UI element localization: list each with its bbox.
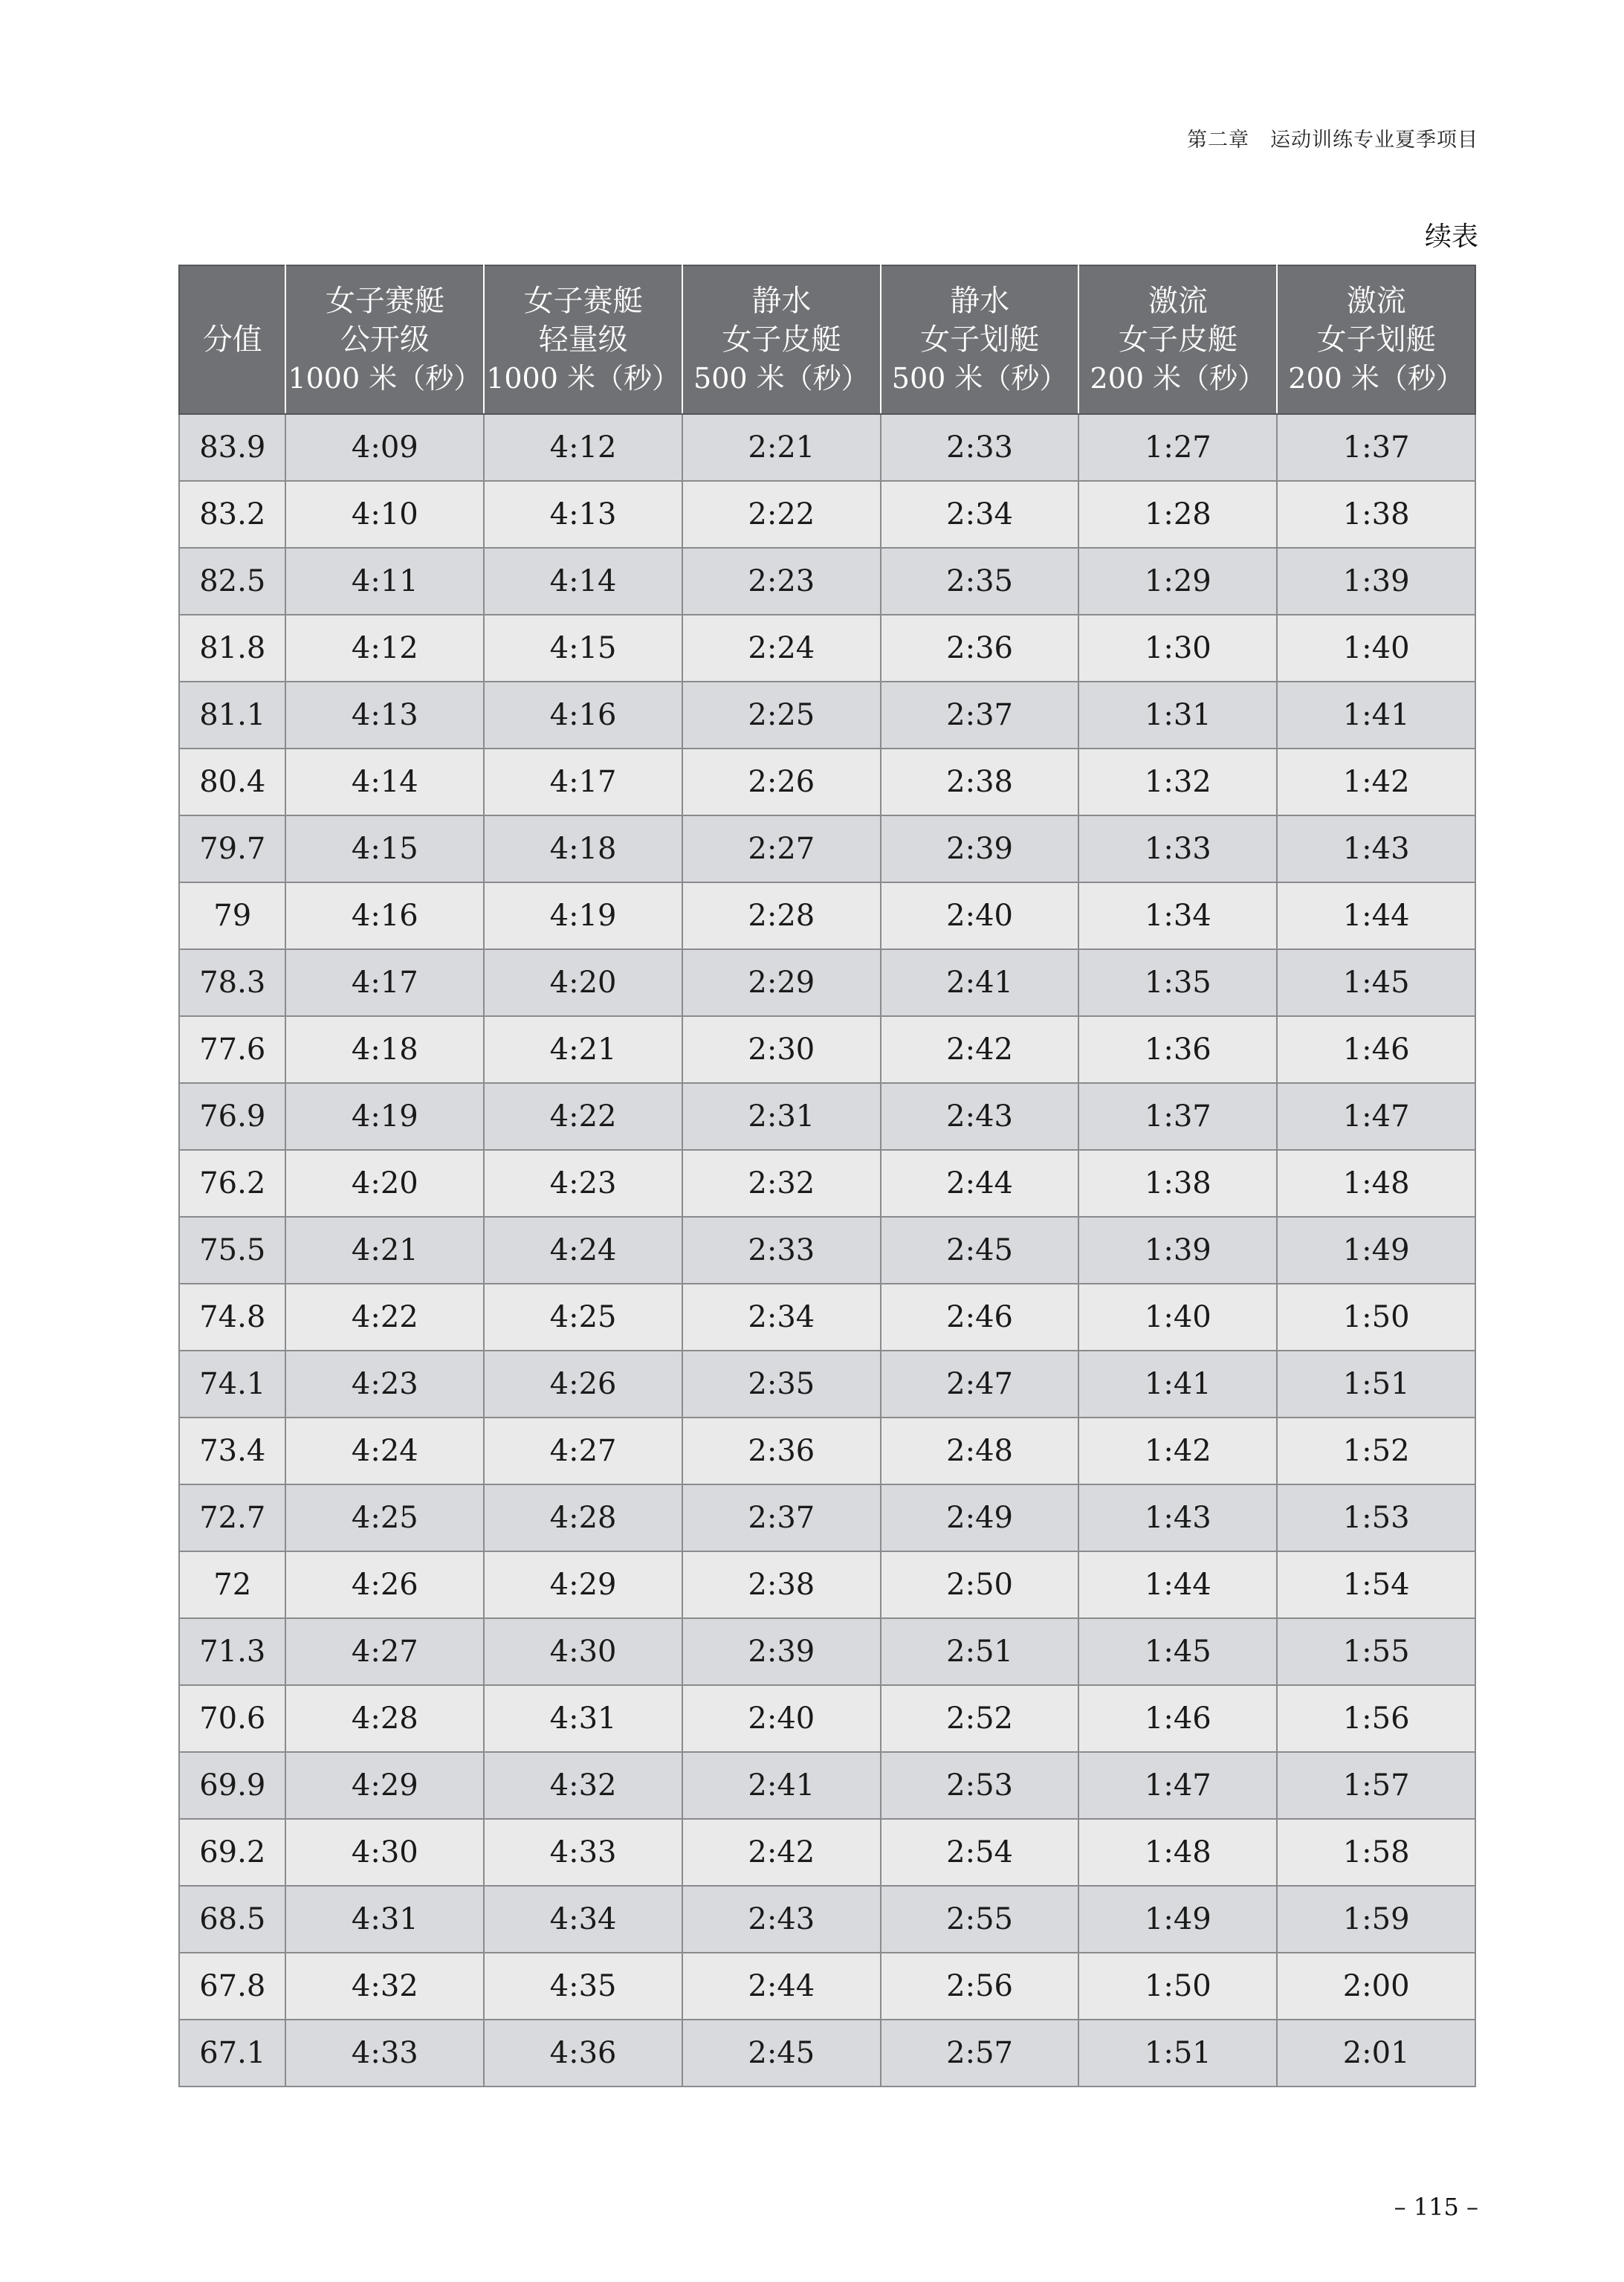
time-cell: 2:28	[682, 882, 881, 949]
time-cell: 1:43	[1078, 1484, 1277, 1551]
time-cell: 1:41	[1078, 1351, 1277, 1418]
table-row	[179, 548, 1475, 615]
score-cell: 76.9	[179, 1083, 285, 1150]
time-cell: 1:51	[1277, 1351, 1475, 1418]
column-header-line: 200 米（秒）	[1090, 362, 1266, 395]
score-cell: 79.7	[179, 815, 285, 882]
time-cell: 4:30	[484, 1618, 682, 1685]
column-header-line: 女子皮艇	[1118, 323, 1238, 357]
time-cell: 1:56	[1277, 1685, 1475, 1752]
time-cell: 2:39	[682, 1618, 881, 1685]
time-cell: 2:57	[881, 2020, 1079, 2087]
time-cell: 1:42	[1078, 1418, 1277, 1484]
time-cell: 4:30	[285, 1819, 484, 1886]
table-row	[179, 749, 1475, 815]
time-cell: 4:13	[484, 481, 682, 548]
time-cell: 2:44	[682, 1953, 881, 2020]
table-row	[179, 949, 1475, 1016]
table-row	[179, 882, 1475, 949]
table-row	[179, 682, 1475, 749]
score-cell: 83.9	[179, 414, 285, 481]
time-cell: 2:48	[881, 1418, 1079, 1484]
table-row	[179, 481, 1475, 548]
time-cell: 2:56	[881, 1953, 1079, 2020]
time-cell: 4:11	[285, 548, 484, 615]
continued-label: 续表	[1424, 222, 1478, 252]
time-cell: 4:23	[484, 1150, 682, 1217]
table-row	[179, 1685, 1475, 1752]
column-header-line: 500 米（秒）	[891, 362, 1068, 395]
time-cell: 2:01	[1277, 2020, 1475, 2087]
time-cell: 1:33	[1078, 815, 1277, 882]
time-cell: 1:38	[1078, 1150, 1277, 1217]
time-cell: 4:22	[484, 1083, 682, 1150]
time-cell: 4:18	[484, 815, 682, 882]
header-row	[179, 265, 1475, 414]
time-cell: 2:22	[682, 481, 881, 548]
time-cell: 4:12	[285, 615, 484, 682]
time-cell: 1:47	[1078, 1752, 1277, 1819]
time-cell: 4:16	[285, 882, 484, 949]
table-row	[179, 1752, 1475, 1819]
score-cell: 72	[179, 1551, 285, 1618]
column-header-line: 静水	[751, 284, 812, 318]
time-cell: 1:39	[1078, 1217, 1277, 1284]
time-cell: 2:36	[881, 615, 1079, 682]
score-cell: 82.5	[179, 548, 285, 615]
time-cell: 2:32	[682, 1150, 881, 1217]
time-cell: 2:42	[682, 1819, 881, 1886]
time-cell: 4:17	[484, 749, 682, 815]
score-cell: 75.5	[179, 1217, 285, 1284]
table-row	[179, 1083, 1475, 1150]
time-cell: 1:37	[1277, 414, 1475, 481]
time-cell: 1:40	[1078, 1284, 1277, 1351]
page-number: – 115 –	[1394, 2193, 1478, 2221]
time-cell: 2:40	[881, 882, 1079, 949]
time-cell: 4:29	[484, 1551, 682, 1618]
time-cell: 2:23	[682, 548, 881, 615]
time-cell: 1:54	[1277, 1551, 1475, 1618]
time-cell: 2:30	[682, 1016, 881, 1083]
column-header-line: 1000 米（秒）	[486, 362, 680, 395]
time-cell: 1:50	[1277, 1284, 1475, 1351]
score-table	[178, 265, 1476, 2087]
column-header-line: 分值	[202, 323, 262, 357]
time-cell: 2:55	[881, 1886, 1079, 1953]
time-cell: 4:20	[285, 1150, 484, 1217]
time-cell: 1:46	[1078, 1685, 1277, 1752]
time-cell: 2:38	[682, 1551, 881, 1618]
time-cell: 1:29	[1078, 548, 1277, 615]
time-cell: 1:49	[1277, 1217, 1475, 1284]
time-cell: 1:44	[1277, 882, 1475, 949]
running-head: 第二章 运动训练专业夏季项目	[1187, 129, 1478, 152]
time-cell: 2:45	[881, 1217, 1079, 1284]
time-cell: 2:47	[881, 1351, 1079, 1418]
time-cell: 1:50	[1078, 1953, 1277, 2020]
time-cell: 2:53	[881, 1752, 1079, 1819]
time-cell: 1:28	[1078, 481, 1277, 548]
table-row	[179, 1150, 1475, 1217]
time-cell: 2:39	[881, 815, 1079, 882]
time-cell: 2:29	[682, 949, 881, 1016]
time-cell: 1:44	[1078, 1551, 1277, 1618]
time-cell: 1:43	[1277, 815, 1475, 882]
time-cell: 2:27	[682, 815, 881, 882]
score-cell: 69.9	[179, 1752, 285, 1819]
score-cell: 74.8	[179, 1284, 285, 1351]
time-cell: 4:27	[285, 1618, 484, 1685]
score-cell: 67.8	[179, 1953, 285, 2020]
time-cell: 2:31	[682, 1083, 881, 1150]
time-cell: 1:40	[1277, 615, 1475, 682]
time-cell: 1:46	[1277, 1016, 1475, 1083]
time-cell: 1:57	[1277, 1752, 1475, 1819]
table-row	[179, 1953, 1475, 2020]
time-cell: 2:42	[881, 1016, 1079, 1083]
time-cell: 4:24	[484, 1217, 682, 1284]
time-cell: 4:28	[285, 1685, 484, 1752]
time-cell: 1:45	[1078, 1618, 1277, 1685]
time-cell: 2:50	[881, 1551, 1079, 1618]
table-row	[179, 1418, 1475, 1484]
time-cell: 1:51	[1078, 2020, 1277, 2087]
time-cell: 4:31	[285, 1886, 484, 1953]
score-cell: 80.4	[179, 749, 285, 815]
time-cell: 4:32	[484, 1752, 682, 1819]
time-cell: 1:38	[1277, 481, 1475, 548]
time-cell: 2:33	[881, 414, 1079, 481]
time-cell: 4:16	[484, 682, 682, 749]
time-cell: 4:12	[484, 414, 682, 481]
time-cell: 1:36	[1078, 1016, 1277, 1083]
time-cell: 1:58	[1277, 1819, 1475, 1886]
time-cell: 4:29	[285, 1752, 484, 1819]
column-header-line: 200 米（秒）	[1288, 362, 1464, 395]
time-cell: 2:26	[682, 749, 881, 815]
time-cell: 1:35	[1078, 949, 1277, 1016]
table-row	[179, 615, 1475, 682]
column-header-line: 公开级	[340, 323, 430, 357]
column-header-line: 静水	[950, 284, 1010, 318]
time-cell: 2:40	[682, 1685, 881, 1752]
column-header	[1277, 265, 1475, 414]
time-cell: 2:51	[881, 1618, 1079, 1685]
time-cell: 1:47	[1277, 1083, 1475, 1150]
time-cell: 2:38	[881, 749, 1079, 815]
time-cell: 4:21	[484, 1016, 682, 1083]
column-header-line: 女子划艇	[1316, 323, 1436, 357]
table-row	[179, 2020, 1475, 2087]
time-cell: 2:34	[881, 481, 1079, 548]
time-cell: 1:59	[1277, 1886, 1475, 1953]
table-row	[179, 1217, 1475, 1284]
column-header-line: 女子皮艇	[722, 323, 841, 357]
score-cell: 81.8	[179, 615, 285, 682]
time-cell: 4:09	[285, 414, 484, 481]
table-row	[179, 414, 1475, 481]
time-cell: 1:32	[1078, 749, 1277, 815]
time-cell: 2:24	[682, 615, 881, 682]
time-cell: 2:41	[682, 1752, 881, 1819]
column-header-line: 女子划艇	[920, 323, 1040, 357]
time-cell: 1:48	[1078, 1819, 1277, 1886]
column-header	[285, 265, 484, 414]
column-header	[682, 265, 881, 414]
time-cell: 4:17	[285, 949, 484, 1016]
time-cell: 1:34	[1078, 882, 1277, 949]
time-cell: 4:25	[285, 1484, 484, 1551]
time-cell: 4:27	[484, 1418, 682, 1484]
time-cell: 2:25	[682, 682, 881, 749]
time-cell: 1:39	[1277, 548, 1475, 615]
score-cell: 83.2	[179, 481, 285, 548]
time-cell: 2:46	[881, 1284, 1079, 1351]
score-cell: 72.7	[179, 1484, 285, 1551]
table-row	[179, 815, 1475, 882]
table-row	[179, 1618, 1475, 1685]
time-cell: 2:35	[881, 548, 1079, 615]
score-cell: 68.5	[179, 1886, 285, 1953]
column-header	[1078, 265, 1277, 414]
score-cell: 71.3	[179, 1618, 285, 1685]
time-cell: 2:52	[881, 1685, 1079, 1752]
time-cell: 2:34	[682, 1284, 881, 1351]
time-cell: 4:28	[484, 1484, 682, 1551]
time-cell: 2:43	[682, 1886, 881, 1953]
score-cell: 69.2	[179, 1819, 285, 1886]
time-cell: 4:20	[484, 949, 682, 1016]
time-cell: 1:49	[1078, 1886, 1277, 1953]
time-cell: 2:36	[682, 1418, 881, 1484]
time-cell: 4:36	[484, 2020, 682, 2087]
time-cell: 4:26	[484, 1351, 682, 1418]
column-header	[484, 265, 682, 414]
time-cell: 4:33	[484, 1819, 682, 1886]
time-cell: 4:31	[484, 1685, 682, 1752]
time-cell: 4:15	[285, 815, 484, 882]
time-cell: 4:14	[285, 749, 484, 815]
time-cell: 2:43	[881, 1083, 1079, 1150]
table-body	[179, 414, 1475, 2087]
time-cell: 1:55	[1277, 1618, 1475, 1685]
time-cell: 4:14	[484, 548, 682, 615]
table-row	[179, 1551, 1475, 1618]
score-cell: 73.4	[179, 1418, 285, 1484]
time-cell: 2:49	[881, 1484, 1079, 1551]
score-cell: 78.3	[179, 949, 285, 1016]
time-cell: 2:00	[1277, 1953, 1475, 2020]
time-cell: 4:35	[484, 1953, 682, 2020]
time-cell: 2:41	[881, 949, 1079, 1016]
table-row	[179, 1351, 1475, 1418]
time-cell: 2:37	[881, 682, 1079, 749]
time-cell: 4:25	[484, 1284, 682, 1351]
time-cell: 2:33	[682, 1217, 881, 1284]
time-cell: 1:41	[1277, 682, 1475, 749]
column-header-line: 激流	[1148, 284, 1208, 318]
time-cell: 2:21	[682, 414, 881, 481]
time-cell: 2:54	[881, 1819, 1079, 1886]
column-header-line: 500 米（秒）	[693, 362, 870, 395]
time-cell: 4:33	[285, 2020, 484, 2087]
score-cell: 76.2	[179, 1150, 285, 1217]
time-cell: 4:10	[285, 481, 484, 548]
time-cell: 1:42	[1277, 749, 1475, 815]
time-cell: 4:21	[285, 1217, 484, 1284]
table-row	[179, 1484, 1475, 1551]
time-cell: 4:24	[285, 1418, 484, 1484]
time-cell: 4:26	[285, 1551, 484, 1618]
table-row	[179, 1284, 1475, 1351]
column-header-line: 女子赛艇	[523, 284, 643, 318]
column-header-line: 激流	[1346, 284, 1406, 318]
column-header-line: 轻量级	[538, 323, 628, 357]
column-header-line: 1000 米（秒）	[288, 362, 482, 395]
time-cell: 4:19	[285, 1083, 484, 1150]
score-cell: 77.6	[179, 1016, 285, 1083]
time-cell: 4:13	[285, 682, 484, 749]
time-cell: 1:37	[1078, 1083, 1277, 1150]
column-header	[179, 265, 285, 414]
score-cell: 70.6	[179, 1685, 285, 1752]
table-row	[179, 1016, 1475, 1083]
table-row	[179, 1886, 1475, 1953]
time-cell: 2:37	[682, 1484, 881, 1551]
column-header	[881, 265, 1079, 414]
score-cell: 74.1	[179, 1351, 285, 1418]
time-cell: 4:18	[285, 1016, 484, 1083]
time-cell: 2:44	[881, 1150, 1079, 1217]
time-cell: 1:52	[1277, 1418, 1475, 1484]
table-header	[179, 265, 1475, 414]
time-cell: 1:53	[1277, 1484, 1475, 1551]
time-cell: 1:48	[1277, 1150, 1475, 1217]
time-cell: 4:22	[285, 1284, 484, 1351]
time-cell: 1:45	[1277, 949, 1475, 1016]
column-header-line: 女子赛艇	[325, 284, 444, 318]
time-cell: 1:27	[1078, 414, 1277, 481]
time-cell: 4:32	[285, 1953, 484, 2020]
score-cell: 81.1	[179, 682, 285, 749]
time-cell: 4:23	[285, 1351, 484, 1418]
time-cell: 1:31	[1078, 682, 1277, 749]
time-cell: 4:34	[484, 1886, 682, 1953]
time-cell: 4:15	[484, 615, 682, 682]
time-cell: 1:30	[1078, 615, 1277, 682]
time-cell: 2:35	[682, 1351, 881, 1418]
score-cell: 79	[179, 882, 285, 949]
time-cell: 2:45	[682, 2020, 881, 2087]
score-cell: 67.1	[179, 2020, 285, 2087]
time-cell: 4:19	[484, 882, 682, 949]
table-row	[179, 1819, 1475, 1886]
